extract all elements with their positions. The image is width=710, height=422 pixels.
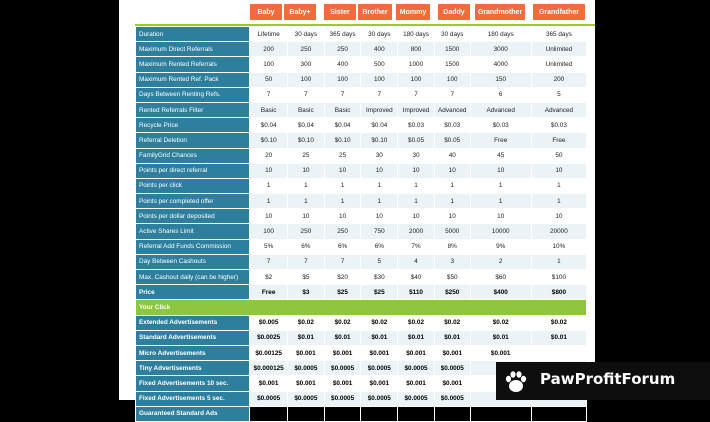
row-label: Guaranteed Standard Ads xyxy=(136,406,250,421)
table-cell: $0.10 xyxy=(361,133,398,148)
table-cell: 1 xyxy=(288,178,325,193)
table-cell: 800 xyxy=(398,42,435,57)
table-cell: 10 xyxy=(250,209,288,224)
table-cell: $0.0025 xyxy=(250,330,288,345)
table-cell: 100 xyxy=(288,72,325,87)
table-cell: $0.02 xyxy=(470,315,531,330)
table-cell: $0.02 xyxy=(531,315,586,330)
table-cell: $0.001 xyxy=(398,376,435,391)
table-cell: 100 xyxy=(434,72,470,87)
table-cell: 500 xyxy=(361,57,398,72)
table-row xyxy=(136,72,587,87)
table-cell: 7 xyxy=(250,87,288,102)
table-cell: 7 xyxy=(398,87,435,102)
table-cell: 1 xyxy=(324,194,361,209)
table-cell: Basic xyxy=(288,102,325,117)
table-cell: 3000 xyxy=(470,42,531,57)
table-row xyxy=(136,133,587,148)
table-cell: 365 days xyxy=(531,27,586,42)
table-cell: 9% xyxy=(470,239,531,254)
row-label: Fixed Advertisements 5 sec. xyxy=(136,391,250,406)
table-cell: 1 xyxy=(288,194,325,209)
table-cell: 6 xyxy=(434,406,470,421)
table-cell: 5 xyxy=(361,254,398,269)
table-cell: 250 xyxy=(324,224,361,239)
table-cell: 10 xyxy=(470,209,531,224)
row-label: Micro Advertisements xyxy=(136,345,250,360)
table-cell: 200 xyxy=(531,72,586,87)
table-cell: 6% xyxy=(324,239,361,254)
table-cell: $0.03 xyxy=(531,118,586,133)
table-cell: $0.01 xyxy=(434,330,470,345)
table-cell: 8% xyxy=(434,239,470,254)
table-cell: $0.0005 xyxy=(288,391,325,406)
table-cell: 6 xyxy=(324,406,361,421)
row-label: Fixed Advertisements 10 sec. xyxy=(136,376,250,391)
table-cell: 1 xyxy=(434,178,470,193)
table-cell: 7 xyxy=(288,87,325,102)
watermark-text: PawProfitForum xyxy=(540,370,676,388)
table-cell: $0.03 xyxy=(470,118,531,133)
table-cell: $0.0005 xyxy=(398,361,435,376)
table-cell: $110 xyxy=(398,285,435,300)
table-cell: $0.02 xyxy=(361,315,398,330)
table-cell: 6% xyxy=(288,239,325,254)
table-cell: 10 xyxy=(250,163,288,178)
table-cell: $0.001 xyxy=(434,376,470,391)
table-cell: $2 xyxy=(250,270,288,285)
table-row xyxy=(136,178,587,193)
table-cell: $0.0005 xyxy=(250,391,288,406)
table-cell: $0.01 xyxy=(324,330,361,345)
table-cell: 50 xyxy=(250,72,288,87)
table-cell: $0.02 xyxy=(324,315,361,330)
table-cell: 3 xyxy=(434,254,470,269)
table-cell: $0.005 xyxy=(250,315,288,330)
table-cell: $0.001 xyxy=(288,345,325,360)
row-label: Maximum Rented Referrals xyxy=(136,57,250,72)
table-cell: $800 xyxy=(531,285,586,300)
table-cell: $100 xyxy=(531,270,586,285)
table-cell: $0.05 xyxy=(434,133,470,148)
table-cell: 30 xyxy=(361,148,398,163)
table-cell: 1000 xyxy=(398,57,435,72)
table-cell: 7 xyxy=(361,87,398,102)
table-row xyxy=(136,42,587,57)
row-label: Points per direct referral xyxy=(136,163,250,178)
table-cell: 7 xyxy=(288,254,325,269)
table-cell: 40 xyxy=(434,148,470,163)
table-cell: $0.0005 xyxy=(434,361,470,376)
table-cell: $3 xyxy=(288,285,325,300)
table-cell: 2 xyxy=(470,254,531,269)
table-row xyxy=(136,102,587,117)
table-cell xyxy=(531,406,586,421)
table-cell: 6 xyxy=(288,406,325,421)
table-cell: 100 xyxy=(361,72,398,87)
table-cell: 7 xyxy=(434,87,470,102)
table-cell: 30 days xyxy=(288,27,325,42)
table-cell: $0.02 xyxy=(288,315,325,330)
table-cell: 10 xyxy=(288,209,325,224)
table-cell: 1 xyxy=(470,194,531,209)
table-cell: 10 xyxy=(531,209,586,224)
table-cell: $0.0005 xyxy=(361,391,398,406)
table-cell: 150 xyxy=(470,72,531,87)
table-cell: $50 xyxy=(434,270,470,285)
table-cell xyxy=(470,406,531,421)
table-cell: 10 xyxy=(434,163,470,178)
table-cell: 10 xyxy=(470,163,531,178)
table-cell: $40 xyxy=(398,270,435,285)
row-label: Rented Referrals Filter xyxy=(136,102,250,117)
table-cell: $0.001 xyxy=(361,345,398,360)
table-cell: 180 days xyxy=(470,27,531,42)
table-cell: 1500 xyxy=(434,42,470,57)
table-cell: 10 xyxy=(398,163,435,178)
table-cell: $0.01 xyxy=(361,330,398,345)
table-cell: 10 xyxy=(434,209,470,224)
watermark xyxy=(496,362,710,400)
table-cell: 10 xyxy=(531,163,586,178)
table-row xyxy=(136,270,587,285)
table-cell: $0.01 xyxy=(531,330,586,345)
row-label: Extended Advertisements xyxy=(136,315,250,330)
table-cell: 5% xyxy=(250,239,288,254)
table-cell: 1 xyxy=(361,178,398,193)
table-cell: $0.001 xyxy=(324,345,361,360)
table-cell xyxy=(531,345,586,360)
table-cell: $0.03 xyxy=(398,118,435,133)
table-cell: 1 xyxy=(398,194,435,209)
table-cell: 30 days xyxy=(361,27,398,42)
table-cell: $400 xyxy=(470,285,531,300)
section-header-your-click xyxy=(136,300,587,315)
table-cell: $0.01 xyxy=(288,330,325,345)
table-cell: 1 xyxy=(531,178,586,193)
table-cell: Unlimited xyxy=(531,57,586,72)
table-cell: 365 days xyxy=(324,27,361,42)
table-cell: 30 xyxy=(398,148,435,163)
table-cell: $0.01 xyxy=(470,330,531,345)
tab-brother[interactable]: Brother xyxy=(358,4,392,20)
table-row xyxy=(136,330,587,345)
table-cell: 7 xyxy=(324,87,361,102)
table-cell: $0.001 xyxy=(361,376,398,391)
table-cell: $0.02 xyxy=(434,315,470,330)
table-cell: 30 days xyxy=(434,27,470,42)
table-cell: 300 xyxy=(288,57,325,72)
table-row xyxy=(136,118,587,133)
table-row xyxy=(136,254,587,269)
table-cell: $0.04 xyxy=(324,118,361,133)
table-cell: Advanced xyxy=(470,102,531,117)
table-row xyxy=(136,406,587,421)
tab-grandfather[interactable]: Grandfather xyxy=(533,4,585,20)
tab-sister[interactable]: Sister xyxy=(324,4,356,20)
table-cell: Basic xyxy=(250,102,288,117)
table-cell: 25 xyxy=(324,148,361,163)
row-label: FamilyGrid Chances xyxy=(136,148,250,163)
table-cell: 4000 xyxy=(470,57,531,72)
table-cell: 10% xyxy=(531,239,586,254)
table-cell: $30 xyxy=(361,270,398,285)
table-cell: 7 xyxy=(250,254,288,269)
pricing-page xyxy=(119,0,595,418)
table-cell: 10 xyxy=(324,163,361,178)
table-cell: 10 xyxy=(324,209,361,224)
table-row xyxy=(136,315,587,330)
table-cell: $0.00125 xyxy=(250,345,288,360)
table-cell: 6% xyxy=(361,239,398,254)
table-cell: 1 xyxy=(470,178,531,193)
table-cell: 2000 xyxy=(398,224,435,239)
table-cell: $0.0005 xyxy=(398,391,435,406)
table-cell: 250 xyxy=(288,224,325,239)
table-cell: $0.03 xyxy=(434,118,470,133)
table-cell: 7 xyxy=(324,254,361,269)
table-row xyxy=(136,57,587,72)
table-cell: 5 xyxy=(531,87,586,102)
table-row xyxy=(136,345,587,360)
table-row xyxy=(136,209,587,224)
table-cell: $0.000125 xyxy=(250,361,288,376)
table-row xyxy=(136,224,587,239)
table-cell: 6 xyxy=(470,87,531,102)
table-cell: 100 xyxy=(324,72,361,87)
table-cell: 1 xyxy=(434,194,470,209)
row-label: Days Between Renting Refs. xyxy=(136,87,250,102)
table-cell: $0.001 xyxy=(250,376,288,391)
section-label: Your Click xyxy=(136,300,587,315)
row-label: Duration xyxy=(136,27,250,42)
table-cell: Basic xyxy=(324,102,361,117)
table-cell: Advanced xyxy=(531,102,586,117)
table-cell: $0.0005 xyxy=(288,361,325,376)
table-cell: 1 xyxy=(324,178,361,193)
table-cell: 400 xyxy=(361,42,398,57)
table-row xyxy=(136,148,587,163)
table-cell: $0.05 xyxy=(398,133,435,148)
table-cell: 20 xyxy=(250,148,288,163)
tab-daddy[interactable]: Daddy xyxy=(438,4,470,20)
row-label: Points per dollar deposited xyxy=(136,209,250,224)
table-cell: $0.04 xyxy=(288,118,325,133)
table-cell: 100 xyxy=(398,72,435,87)
table-cell: $25 xyxy=(361,285,398,300)
table-cell: 400 xyxy=(324,57,361,72)
table-cell: 100 xyxy=(250,57,288,72)
table-cell: 50 xyxy=(531,148,586,163)
paw-icon xyxy=(502,368,530,396)
table-cell: $20 xyxy=(324,270,361,285)
table-row xyxy=(136,285,587,300)
table-cell: $25 xyxy=(324,285,361,300)
table-row xyxy=(136,87,587,102)
table-cell: $0.04 xyxy=(250,118,288,133)
row-label: Recycle Price xyxy=(136,118,250,133)
table-cell: $0.01 xyxy=(398,330,435,345)
table-cell: $0.0005 xyxy=(434,391,470,406)
table-cell: 5000 xyxy=(434,224,470,239)
table-cell: 45 xyxy=(470,148,531,163)
table-cell: Unlimited xyxy=(531,42,586,57)
table-cell: 250 xyxy=(288,42,325,57)
table-cell: 20000 xyxy=(531,224,586,239)
table-cell: Free xyxy=(250,285,288,300)
table-cell: $0.001 xyxy=(398,345,435,360)
table-cell: Advanced xyxy=(434,102,470,117)
row-label: Price xyxy=(136,285,250,300)
tab-grandmother[interactable]: Grandmother xyxy=(475,4,525,20)
row-label: Max. Cashout daily (can be higher) xyxy=(136,270,250,285)
table-cell: 25 xyxy=(288,148,325,163)
table-cell: $0.0005 xyxy=(324,391,361,406)
table-cell: 1500 xyxy=(434,57,470,72)
tab-babyplus[interactable]: Baby+ xyxy=(284,4,316,20)
table-cell: $0.10 xyxy=(324,133,361,148)
table-cell: 1 xyxy=(398,178,435,193)
table-cell: 7% xyxy=(398,239,435,254)
table-cell: 6 xyxy=(398,406,435,421)
table-cell: Lifetime xyxy=(250,27,288,42)
table-cell: 10000 xyxy=(470,224,531,239)
table-cell: 10 xyxy=(288,163,325,178)
table-cell: 200 xyxy=(250,42,288,57)
table-cell: Improved xyxy=(398,102,435,117)
table-row xyxy=(136,194,587,209)
table-cell: $60 xyxy=(470,270,531,285)
row-label: Referral Add Funds Commission xyxy=(136,239,250,254)
table-cell: $0.02 xyxy=(398,315,435,330)
table-cell: 1 xyxy=(531,254,586,269)
table-cell: $0.001 xyxy=(434,345,470,360)
tab-baby[interactable]: Baby xyxy=(250,4,282,20)
table-cell: Improved xyxy=(361,102,398,117)
table-cell: $0.0005 xyxy=(324,361,361,376)
row-label: Standard Advertisements xyxy=(136,330,250,345)
table-cell: $0.001 xyxy=(324,376,361,391)
table-cell: $0.001 xyxy=(288,376,325,391)
table-row xyxy=(136,163,587,178)
table-cell: 750 xyxy=(361,224,398,239)
table-cell: 6 xyxy=(361,406,398,421)
row-label: Points per click xyxy=(136,178,250,193)
table-cell: Free xyxy=(531,133,586,148)
table-cell: $250 xyxy=(434,285,470,300)
table-cell: $0.0005 xyxy=(361,361,398,376)
table-cell: 100 xyxy=(250,224,288,239)
table-cell: 10 xyxy=(398,209,435,224)
table-cell: 1 xyxy=(250,178,288,193)
row-label: Active Shares Limit xyxy=(136,224,250,239)
row-label: Points per completed offer xyxy=(136,194,250,209)
row-label: Referral Deletion xyxy=(136,133,250,148)
table-row xyxy=(136,27,587,42)
table-cell: 4 xyxy=(250,406,288,421)
row-label: Tiny Advertisements xyxy=(136,361,250,376)
table-cell: Free xyxy=(470,133,531,148)
table-cell: 1 xyxy=(531,194,586,209)
table-cell: $0.10 xyxy=(250,133,288,148)
table-cell: 1 xyxy=(361,194,398,209)
table-cell: 10 xyxy=(361,209,398,224)
row-label: Day Between Cashouts xyxy=(136,254,250,269)
table-cell: 180 days xyxy=(398,27,435,42)
table-cell: $5 xyxy=(288,270,325,285)
table-cell: 4 xyxy=(398,254,435,269)
table-cell: $0.04 xyxy=(361,118,398,133)
table-row xyxy=(136,239,587,254)
membership-tabs xyxy=(119,0,595,24)
table-cell: $0.10 xyxy=(288,133,325,148)
row-label: Maximum Direct Referrals xyxy=(136,42,250,57)
table-cell: 10 xyxy=(361,163,398,178)
tab-mommy[interactable]: Mommy xyxy=(396,4,430,20)
table-cell: 1 xyxy=(250,194,288,209)
table-cell: $0.001 xyxy=(470,345,531,360)
table-cell: 250 xyxy=(324,42,361,57)
row-label: Maximum Rented Ref. Pack xyxy=(136,72,250,87)
